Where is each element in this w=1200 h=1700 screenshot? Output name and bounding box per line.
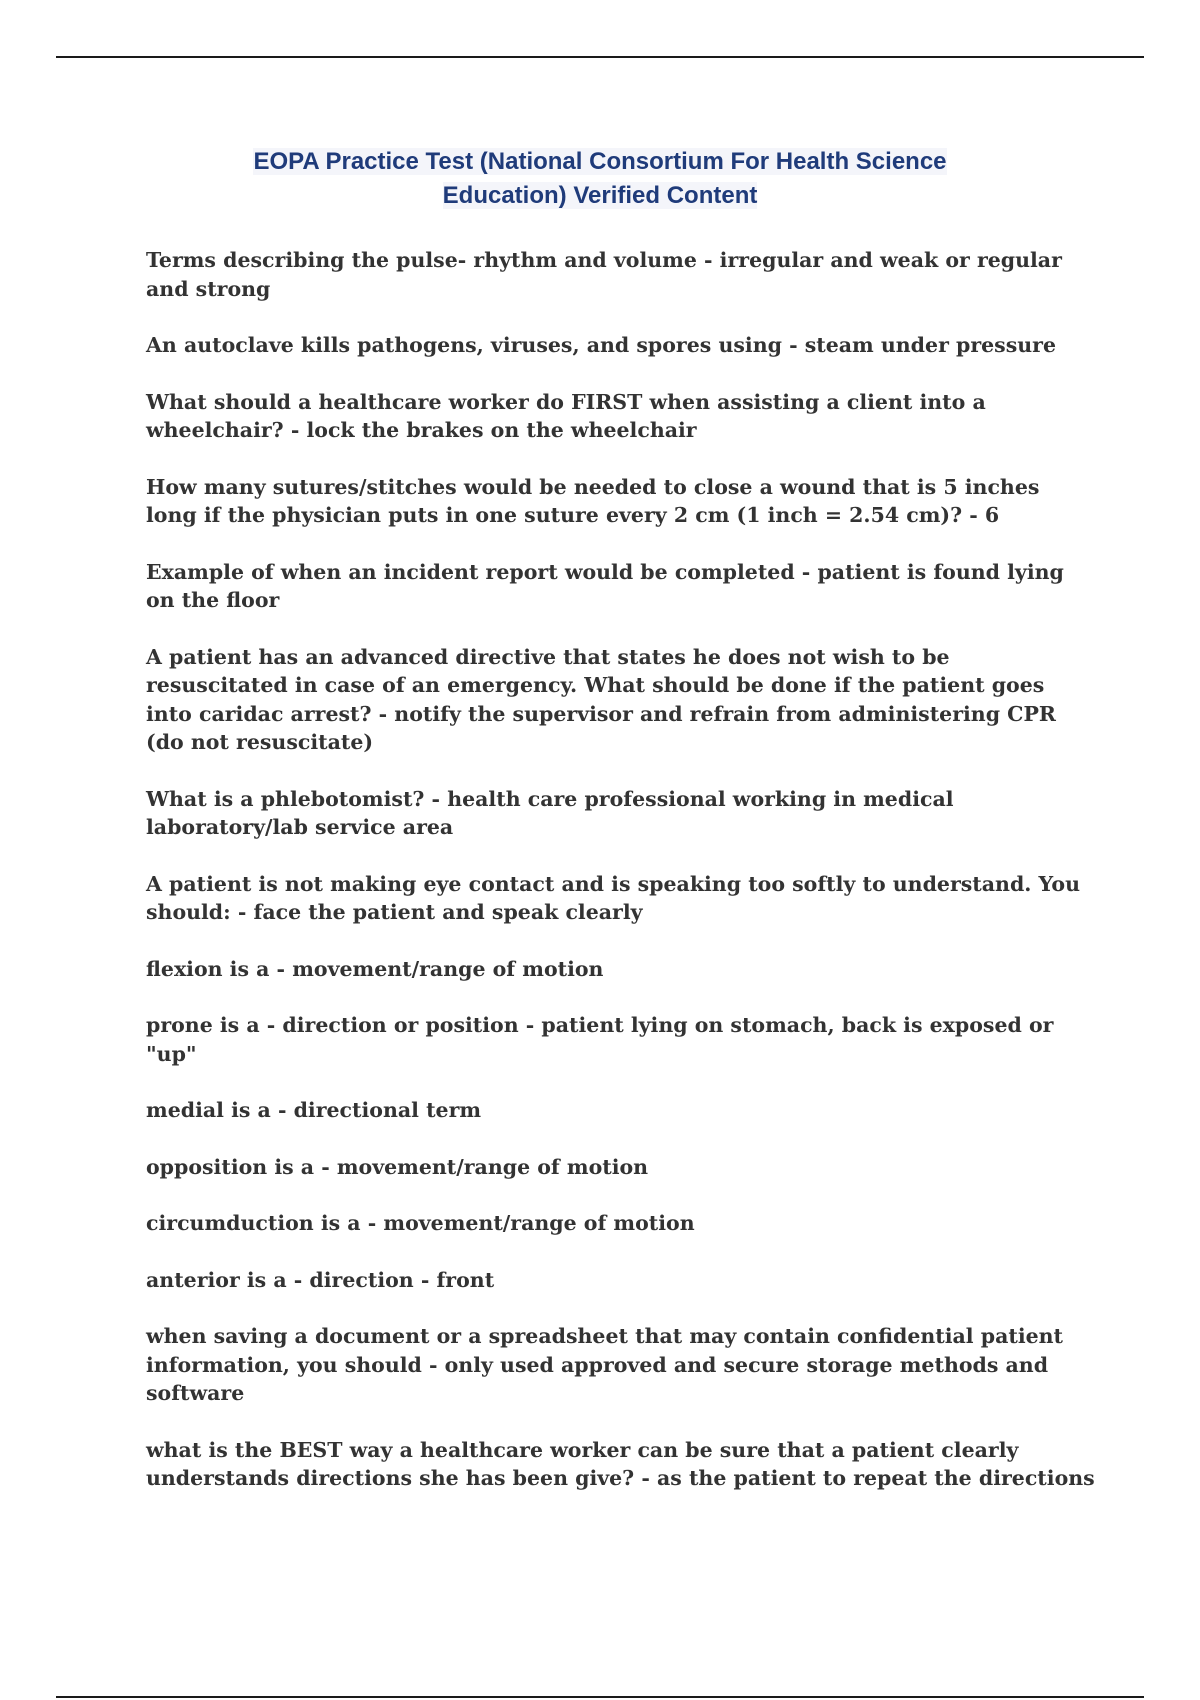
qa-item: what is the BEST way a healthcare worker can be sure that a patient clearly understands directions she has been give? - as the patient to repeat the directions <box>146 1437 1095 1490</box>
qa-item: anterior is a - direction - front <box>146 1267 495 1292</box>
title-line-1: EOPA Practice Test (National Consortium For Health Science <box>253 148 947 175</box>
page-title <box>150 145 1050 213</box>
qa-item: A patient is not making eye contact and is speaking too softly to understand. You should: - face the patient and speak clearly <box>146 871 1080 924</box>
top-rule <box>56 56 1144 58</box>
qa-item: Example of when an incident report would be completed - patient is found lying on the floor <box>146 559 1064 612</box>
qa-item: when saving a document or a spreadsheet that may contain confidential patient information, you should - only used approved and secure storage methods and software <box>146 1324 1064 1405</box>
qa-item: An autoclave kills pathogens, viruses, and spores using - steam under pressure <box>146 333 1057 357</box>
qa-item: Terms describing the pulse- rhythm and volume - irregular and weak or regular and strong <box>146 248 1062 301</box>
qa-item: prone is a - direction or position - patient lying on stomach, back is exposed or "up" <box>146 1013 1054 1066</box>
qa-item: A patient has an advanced directive that states he does not wish to be resuscitated in case of an emergency. What should be done if the patient goes into caridac arrest? - notify the supervisor and refrain from administering CPR (do not resuscitate) <box>146 644 1056 754</box>
qa-item: What should a healthcare worker do FIRST when assisting a client into a wheelchair? - lock the brakes on the wheelchair <box>146 389 986 442</box>
question-answer-list <box>146 246 1096 1521</box>
qa-item: opposition is a - movement/range of motion <box>146 1154 649 1179</box>
title-line-2: Education) Verified Content <box>442 182 758 209</box>
bottom-rule <box>56 1696 1144 1698</box>
qa-item: circumduction is a - movement/range of motion <box>146 1211 695 1235</box>
qa-item: What is a phlebotomist? - health care professional working in medical laboratory/lab service area <box>146 786 954 839</box>
qa-item: flexion is a - movement/range of motion <box>146 956 604 981</box>
qa-item: How many sutures/stitches would be needed to close a wound that is 5 inches long if the physician puts in one suture every 2 cm (1 inch = 2.54 cm)? - 6 <box>146 474 1040 527</box>
qa-item: medial is a - directional term <box>146 1098 482 1122</box>
